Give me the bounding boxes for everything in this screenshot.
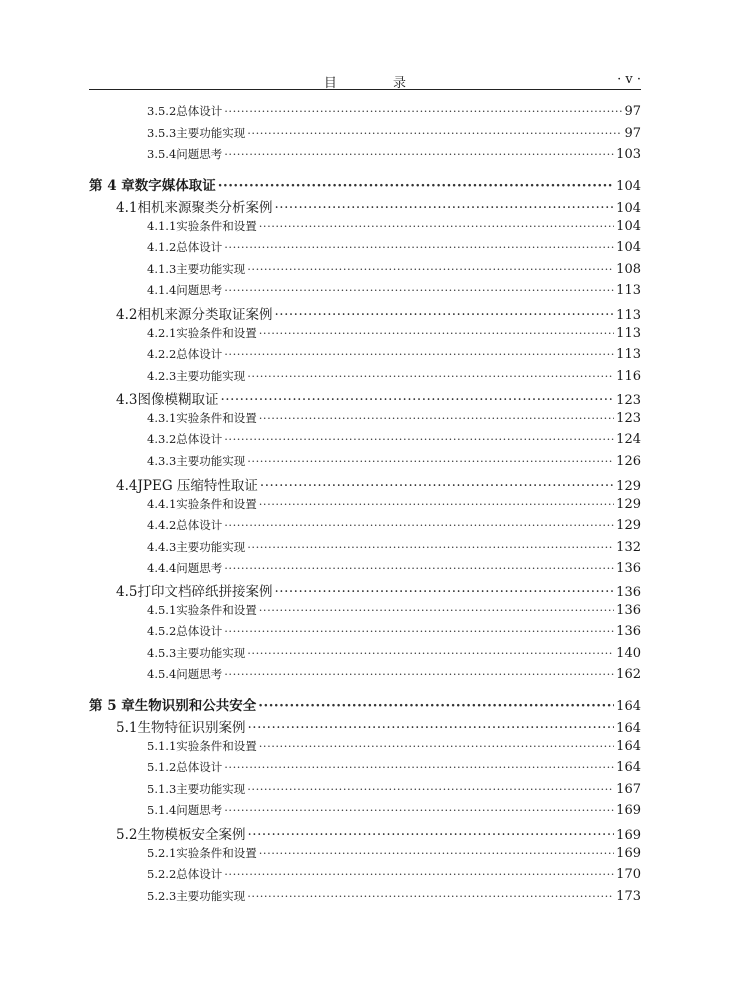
toc-entry-number: 4.3 — [116, 392, 138, 408]
toc-subsection-entry[interactable] — [89, 218, 641, 234]
toc-entry-page: 113 — [616, 347, 641, 362]
toc-entry-title: 主要功能实现 — [176, 262, 246, 276]
toc-entry-number: 4.3.2 — [147, 432, 177, 446]
toc-entry-page: 126 — [616, 454, 641, 469]
toc-entry-page: 104 — [616, 201, 641, 216]
toc-entry-page: 173 — [616, 889, 641, 904]
toc-entry-title: 打印文档碎纸拼接案例 — [137, 584, 273, 600]
toc-entry-page: 97 — [624, 126, 641, 141]
dot-leader — [247, 646, 614, 660]
dot-leader — [274, 584, 614, 600]
toc-entry-page: 129 — [616, 479, 641, 494]
dot-leader — [224, 518, 614, 532]
toc-entry-number: 4.2 — [116, 307, 138, 323]
toc-subsection-entry[interactable] — [89, 496, 641, 512]
toc-section-entry[interactable] — [89, 388, 641, 408]
toc-entry-title: 总体设计 — [176, 518, 223, 532]
toc-entry-number: 4.5 — [116, 584, 138, 600]
toc-subsection-entry[interactable] — [89, 602, 641, 618]
toc-entry-number: 5.1.4 — [147, 803, 177, 817]
toc-subsection-entry[interactable] — [89, 346, 641, 362]
toc-entry-page: 104 — [616, 219, 641, 234]
toc-entry-title: 图像模糊取证 — [137, 392, 219, 408]
toc-entry-page: 136 — [616, 603, 641, 618]
toc-entry-page: 103 — [616, 147, 641, 162]
toc-entry-page: 113 — [616, 308, 641, 323]
dot-leader — [224, 347, 614, 361]
toc-subsection-entry[interactable] — [89, 410, 641, 426]
toc-entry-title: 主要功能实现 — [176, 126, 246, 140]
dot-leader — [220, 392, 614, 408]
toc-entry-page: 108 — [616, 262, 641, 277]
dot-leader — [224, 667, 614, 681]
toc-entry-title: 实验条件和设置 — [176, 603, 257, 617]
dot-leader — [247, 782, 614, 796]
toc-entry-page: 104 — [616, 240, 641, 255]
dot-leader — [247, 889, 614, 903]
toc-entry-title: 实验条件和设置 — [176, 846, 257, 860]
toc-entry-page: 140 — [616, 646, 641, 661]
toc-entry-number: 3.5.2 — [147, 104, 177, 118]
toc-subsection-entry[interactable] — [89, 845, 641, 861]
toc-entry-title: 问题思考 — [176, 147, 223, 161]
toc-entry-number: 第 5 章 — [89, 698, 135, 714]
toc-entry-title: 问题思考 — [176, 803, 223, 817]
toc-entry-number: 4.4.3 — [147, 540, 177, 554]
dot-leader — [259, 326, 614, 340]
toc-entry-number: 4.5.4 — [147, 667, 177, 681]
toc-subsection-entry[interactable] — [89, 560, 641, 576]
toc-subsection-entry[interactable] — [89, 645, 641, 661]
toc-entry-title: 总体设计 — [176, 240, 223, 254]
toc-entry-number: 4.2.3 — [147, 369, 177, 383]
toc-entry-page: 164 — [616, 739, 641, 754]
toc-entry-title: 实验条件和设置 — [176, 219, 257, 233]
dot-leader — [247, 720, 614, 736]
toc-subsection-entry[interactable] — [89, 431, 641, 447]
dot-leader — [224, 432, 614, 446]
dot-leader — [224, 104, 622, 118]
toc-entry-title: 总体设计 — [176, 432, 223, 446]
toc-entry-title: 主要功能实现 — [176, 369, 246, 383]
toc-entry-title: 主要功能实现 — [176, 782, 246, 796]
toc-entry-title: 问题思考 — [176, 667, 223, 681]
toc-entry-page: 164 — [616, 760, 641, 775]
toc-section-entry[interactable] — [89, 196, 641, 216]
toc-entry-page: 164 — [616, 699, 641, 714]
toc-entry-number: 4.5.1 — [147, 603, 177, 617]
toc-entry-page: 136 — [616, 561, 641, 576]
toc-entry-title: 生物特征识别案例 — [137, 720, 246, 736]
toc-entry-number: 4.3.3 — [147, 454, 177, 468]
toc-entry-title: 生物模板安全案例 — [137, 827, 246, 843]
toc-entry-page: 132 — [616, 540, 641, 555]
toc-entry-title: 主要功能实现 — [176, 646, 246, 660]
toc-entry-number: 4.1.4 — [147, 283, 177, 297]
toc-subsection-entry[interactable] — [89, 802, 641, 818]
dot-leader — [247, 262, 614, 276]
toc-entry-number: 4.2.1 — [147, 326, 177, 340]
dot-leader — [260, 478, 614, 494]
running-header — [89, 70, 641, 90]
toc-entry-page: 113 — [616, 326, 641, 341]
toc-subsection-entry[interactable] — [89, 453, 641, 469]
toc-entry-title: 主要功能实现 — [176, 889, 246, 903]
toc-entry-number: 4.4.4 — [147, 561, 177, 575]
dot-leader — [247, 827, 614, 843]
toc-subsection-entry[interactable] — [89, 517, 641, 533]
dot-leader — [259, 219, 614, 233]
dot-leader — [224, 561, 614, 575]
toc-entry-number: 4.4 — [116, 478, 138, 494]
dot-leader — [224, 760, 614, 774]
toc-entry-page: 169 — [616, 828, 641, 843]
dot-leader — [247, 369, 614, 383]
toc-entry-title: 总体设计 — [176, 624, 223, 638]
toc-section-entry[interactable] — [89, 474, 641, 494]
toc-entry-number: 4.5.3 — [147, 646, 177, 660]
toc-entry-page: 136 — [616, 585, 641, 600]
toc-entry-page: 97 — [624, 104, 641, 119]
toc-entry-number: 3.5.4 — [147, 147, 177, 161]
toc-entry-page: 116 — [616, 369, 641, 384]
toc-entry-number: 5.1.2 — [147, 760, 177, 774]
toc-subsection-entry[interactable] — [89, 738, 641, 754]
toc-entry-page: 169 — [616, 846, 641, 861]
toc-subsection-entry[interactable] — [89, 282, 641, 298]
toc-entry-title: 问题思考 — [176, 561, 223, 575]
toc-entry-title: 相机来源分类取证案例 — [137, 307, 273, 323]
toc-subsection-entry[interactable] — [89, 759, 641, 775]
toc-entry-number: 4.1 — [116, 200, 138, 216]
header-title: 目 录 — [323, 76, 433, 91]
toc-entry-page: 123 — [616, 411, 641, 426]
toc-entry-title: 实验条件和设置 — [176, 411, 257, 425]
toc-entry-number: 5.2.3 — [147, 889, 177, 903]
toc-entry-number: 4.1.3 — [147, 262, 177, 276]
toc-entry-number: 4.2.2 — [147, 347, 177, 361]
toc-entry-page: 170 — [616, 867, 641, 882]
toc-entry-title: 实验条件和设置 — [176, 326, 257, 340]
toc-subsection-entry[interactable] — [89, 239, 641, 255]
toc-entry-title: 总体设计 — [176, 104, 223, 118]
toc-subsection-entry[interactable] — [89, 261, 641, 277]
toc-section-entry[interactable] — [89, 303, 641, 323]
toc-entry-number: 5.2.2 — [147, 867, 177, 881]
toc-subsection-entry[interactable] — [89, 368, 641, 384]
toc-entry-number: 3.5.3 — [147, 126, 177, 140]
dot-leader — [259, 497, 614, 511]
toc-subsection-entry[interactable] — [89, 146, 641, 162]
dot-leader — [224, 283, 614, 297]
toc-entry-page: 123 — [616, 393, 641, 408]
toc-entry-page: 104 — [616, 179, 641, 194]
toc-entry-number: 4.1.2 — [147, 240, 177, 254]
toc-entry-title: JPEG 压缩特性取证 — [137, 478, 258, 494]
header-rule — [89, 89, 641, 90]
toc-entry-page: 113 — [616, 283, 641, 298]
toc-entry-title: 相机来源聚类分析案例 — [137, 200, 273, 216]
toc-entry-number: 4.4.2 — [147, 518, 177, 532]
toc-entry-title: 生物识别和公共安全 — [134, 698, 257, 714]
dot-leader — [224, 803, 614, 817]
toc-entry-title: 主要功能实现 — [176, 454, 246, 468]
toc-subsection-entry[interactable] — [89, 781, 641, 797]
toc-entry-title: 总体设计 — [176, 347, 223, 361]
toc-entry-number: 4.1.1 — [147, 219, 177, 233]
toc-subsection-entry[interactable] — [89, 888, 641, 904]
dot-leader — [224, 147, 614, 161]
dot-leader — [218, 178, 614, 194]
toc-entry-page: 162 — [616, 667, 641, 682]
toc-subsection-entry[interactable] — [89, 125, 641, 141]
toc-subsection-entry[interactable] — [89, 866, 641, 882]
toc-entry-title: 主要功能实现 — [176, 540, 246, 554]
toc-section-entry[interactable] — [89, 580, 641, 600]
toc-subsection-entry[interactable] — [89, 325, 641, 341]
toc-entry-number: 4.3.1 — [147, 411, 177, 425]
toc-entry-page: 167 — [616, 782, 641, 797]
toc-entry-page: 164 — [616, 721, 641, 736]
toc-subsection-entry[interactable] — [89, 103, 641, 119]
toc-chapter-entry[interactable] — [89, 694, 641, 714]
dot-leader — [274, 307, 614, 323]
toc-section-entry[interactable] — [89, 716, 641, 736]
dot-leader — [259, 411, 614, 425]
dot-leader — [247, 126, 622, 140]
dot-leader — [247, 454, 614, 468]
toc-entry-number: 4.4.1 — [147, 497, 177, 511]
toc-subsection-entry[interactable] — [89, 623, 641, 639]
dot-leader — [224, 624, 614, 638]
toc-entry-title: 实验条件和设置 — [176, 739, 257, 753]
toc-entry-number: 5.2 — [116, 827, 138, 843]
dot-leader — [258, 698, 614, 714]
dot-leader — [274, 200, 614, 216]
dot-leader — [247, 540, 614, 554]
toc-entry-number: 第 4 章 — [89, 178, 135, 194]
dot-leader — [259, 739, 614, 753]
dot-leader — [224, 867, 614, 881]
toc-chapter-entry[interactable] — [89, 174, 641, 194]
toc-entry-page: 169 — [616, 803, 641, 818]
header-page-number: · v · — [617, 72, 641, 87]
toc-entry-page: 129 — [616, 518, 641, 533]
dot-leader — [259, 846, 614, 860]
toc-entry-page: 136 — [616, 624, 641, 639]
toc-entry-title: 实验条件和设置 — [176, 497, 257, 511]
toc-entry-page: 129 — [616, 497, 641, 512]
toc-entry-number: 4.5.2 — [147, 624, 177, 638]
toc-entry-title: 数字媒体取证 — [134, 178, 216, 194]
toc-entry-title: 问题思考 — [176, 283, 223, 297]
dot-leader — [259, 603, 614, 617]
toc-entry-title: 总体设计 — [176, 760, 223, 774]
toc-entry-title: 总体设计 — [176, 867, 223, 881]
toc-subsection-entry[interactable] — [89, 539, 641, 555]
toc-entry-number: 5.2.1 — [147, 846, 177, 860]
toc-entry-number: 5.1.1 — [147, 739, 177, 753]
toc-entry-number: 5.1.3 — [147, 782, 177, 796]
toc-section-entry[interactable] — [89, 823, 641, 843]
toc-subsection-entry[interactable] — [89, 666, 641, 682]
dot-leader — [224, 240, 614, 254]
toc-entry-number: 5.1 — [116, 720, 138, 736]
toc-entry-page: 124 — [616, 432, 641, 447]
